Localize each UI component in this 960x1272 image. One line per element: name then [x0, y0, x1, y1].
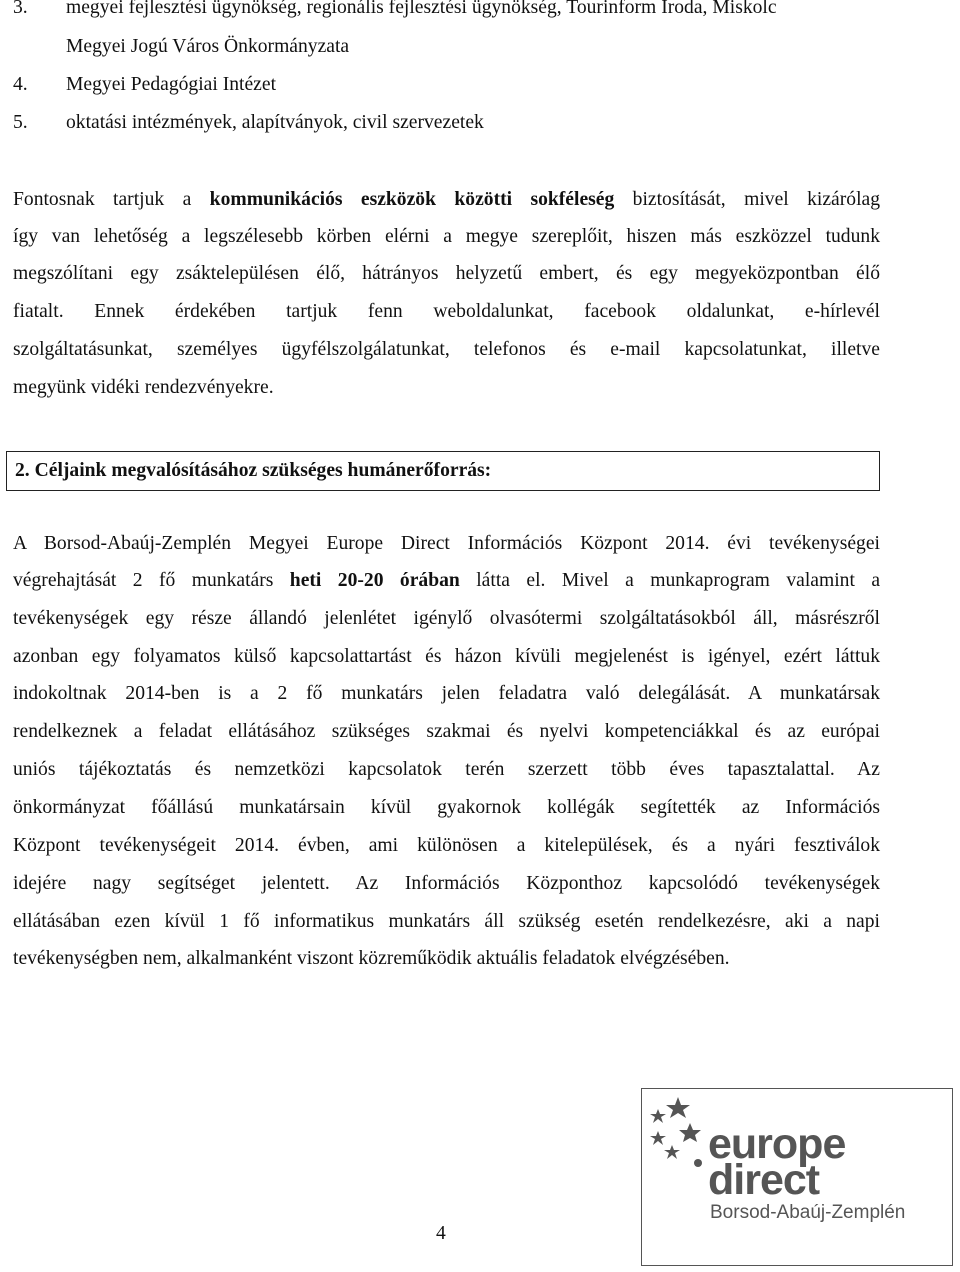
- text-run: Fontosnak tartjuk a: [13, 189, 210, 210]
- paragraph-line: indokoltnak 2014-ben is a 2 fő munkatárs jelen feladatra való delegálását. A munkatársak: [13, 683, 880, 704]
- logo-subtitle: Borsod-Abaúj-Zemplén: [710, 1202, 906, 1223]
- list-number: 3.: [13, 0, 28, 18]
- paragraph-line: tevékenységek egy része állandó jelenlétet igénylő olvasótermi szolgáltatásokból áll, másrészről: [13, 608, 880, 629]
- paragraph-line: megszólítani egy zsáktelepülésen élő, hátrányos helyzetű embert, és egy megyeközpontban élő: [13, 263, 880, 284]
- paragraph-line: idejére nagy segítséget jelentett. Az Információs Központhoz kapcsolódó tevékenységek: [13, 873, 880, 894]
- eu-stars-icon: [646, 1093, 716, 1203]
- paragraph-line: uniós tájékoztatás és nemzetközi kapcsolatok terén szerzett több éves tapasztalattal. Az: [13, 759, 880, 780]
- list-text: oktatási intézmények, alapítványok, civil szervezetek: [66, 112, 484, 133]
- paragraph-line: A Borsod-Abaúj-Zemplén Megyei Europe Direct Információs Központ 2014. évi tevékenységei: [13, 533, 880, 554]
- list-text: Megyei Jogú Város Önkormányzata: [66, 36, 350, 57]
- paragraph-line: így van lehetőség a legszélesebb körben elérni a megye szereplőit, hiszen más eszközzel tudunk: [13, 226, 880, 247]
- paragraph-line: fiatalt. Ennek érdekében tartjuk fenn weboldalunkat, facebook oldalunkat, e-hírlevél: [13, 301, 880, 322]
- paragraph-line: azonban egy folyamatos külső kapcsolattartást és házon kívüli megjelenést is igényel, ezért láttuk: [13, 646, 880, 667]
- paragraph-line: tevékenységben nem, alkalmanként viszont közreműködik aktuális feladatok elvégzésében.: [13, 948, 730, 969]
- paragraph-line: ellátásában ezen kívül 1 fő informatikus munkatárs áll szükség esetén rendelkezésre, aki a napi: [13, 911, 880, 932]
- list-text: Megyei Pedagógiai Intézet: [66, 74, 277, 95]
- text-run: látta el. Mivel a munkaprogram valamint a: [459, 570, 881, 591]
- paragraph-line: önkormányzat főállású munkatársain kívül gyakornok kollégák segítették az Információs: [13, 797, 880, 818]
- paragraph-line: [13, 569, 880, 593]
- logo-word-direct: direct: [708, 1156, 820, 1204]
- logo-word-europe: europe: [708, 1120, 846, 1168]
- text-run: biztosítását, mivel kizárólag: [614, 189, 881, 210]
- bold-phrase: kommunikációs eszközök közötti sokféleség: [209, 189, 615, 210]
- section-heading: 2. Céljaink megvalósításához szükséges humánerőforrás:: [15, 460, 492, 481]
- list-number: 4.: [13, 74, 28, 95]
- paragraph-line: rendelkeznek a feladat ellátásához szükséges szakmai és nyelvi kompetenciákkal és az európai: [13, 721, 880, 742]
- text-run: végrehajtását 2 fő munkatárs: [13, 570, 290, 591]
- paragraph-line: [13, 188, 880, 212]
- bold-phrase: heti 20-20 órában: [289, 570, 460, 591]
- list-text: megyei fejlesztési ügynökség, regionális fejlesztési ügynökség, Tourinform Iroda, Miskolc: [66, 0, 777, 18]
- list-number: 5.: [13, 112, 28, 133]
- paragraph-line: megyünk vidéki rendezvényekre.: [13, 377, 274, 398]
- paragraph-line: Központ tevékenységeit 2014. évben, ami különösen a kitelepülések, és a nyári fesztiválok: [13, 835, 880, 856]
- europe-direct-logo: [641, 1088, 953, 1266]
- paragraph-line: szolgáltatásunkat, személyes ügyfélszolgálatunkat, telefonos és e-mail kapcsolatunkat, illetve: [13, 339, 880, 360]
- section-heading-box: [6, 451, 880, 491]
- page-number: 4: [436, 1223, 446, 1244]
